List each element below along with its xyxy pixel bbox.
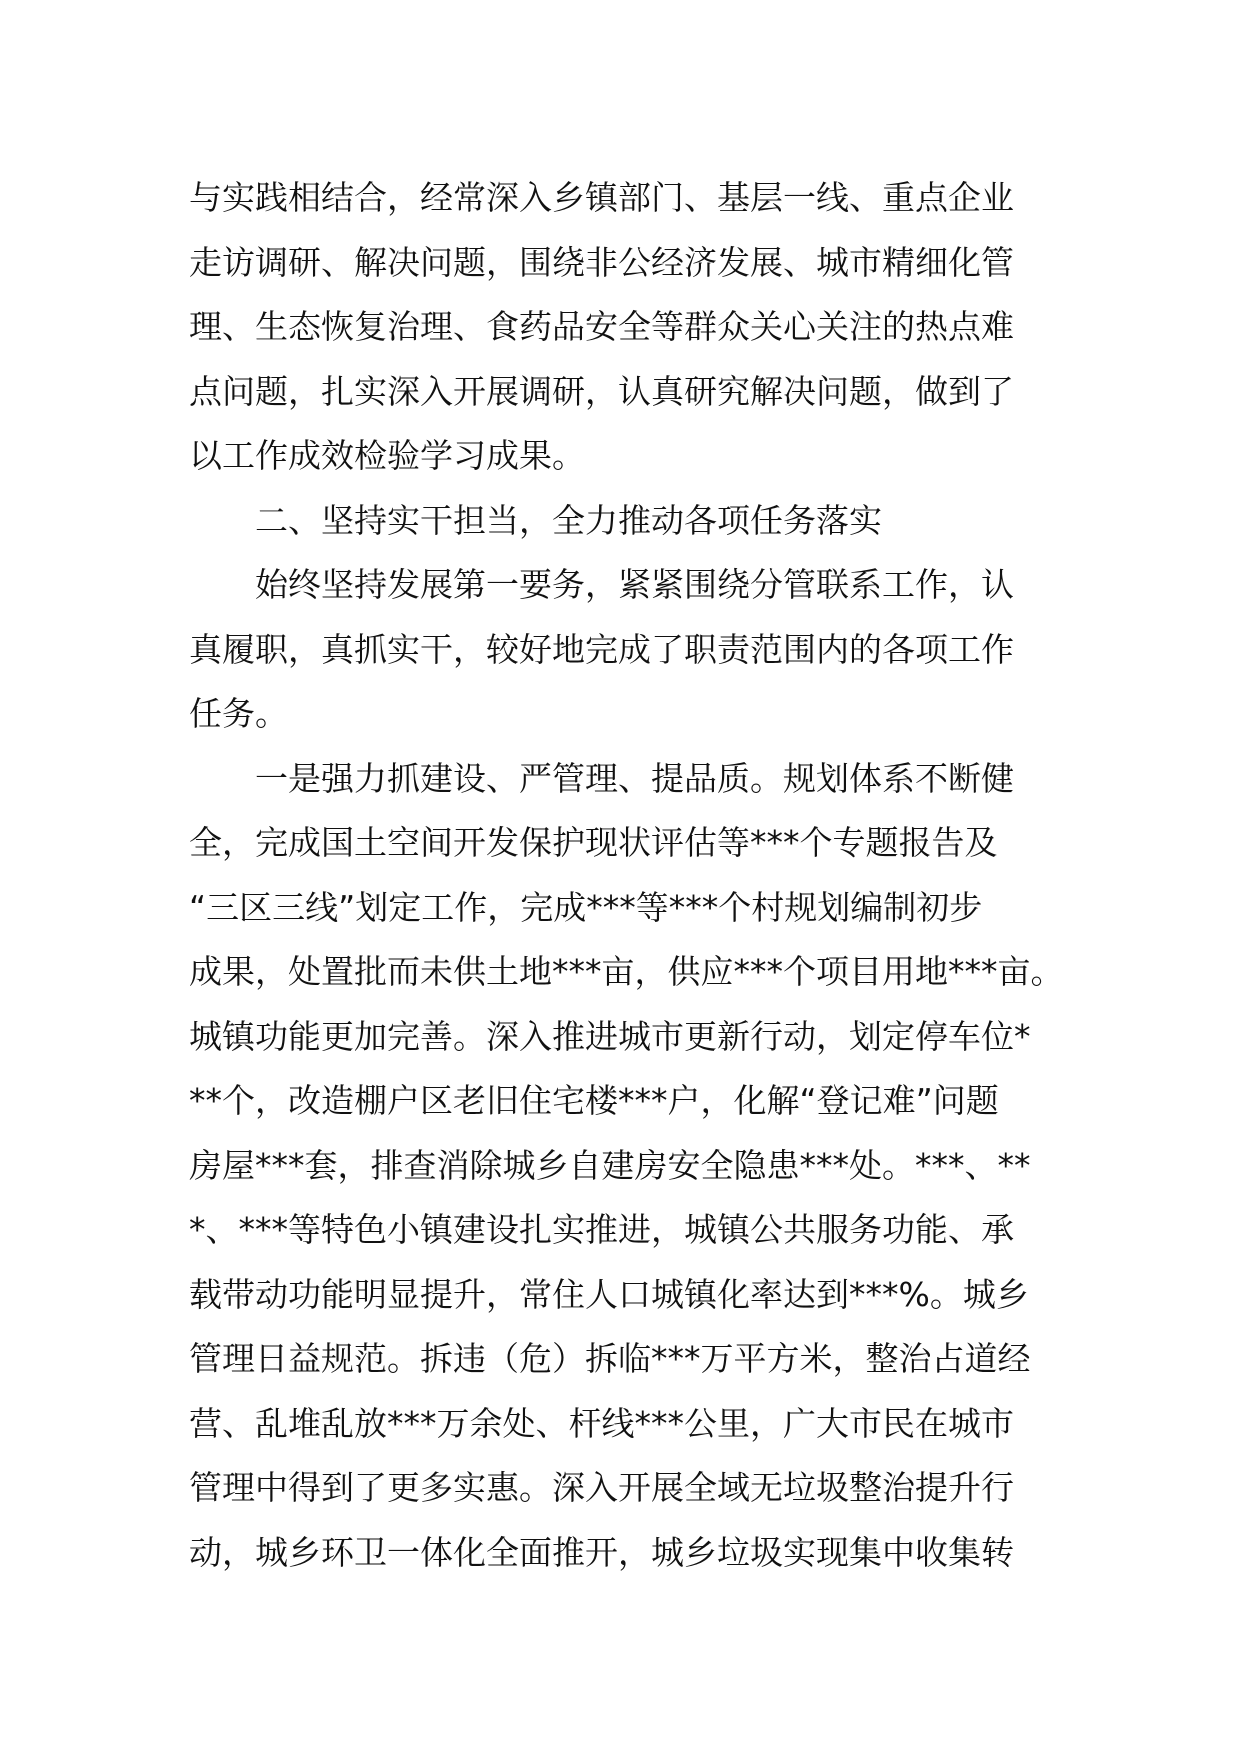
text-line: 载带动功能明显提升，常住人口城镇化率达到***%。城乡 — [189, 1274, 1029, 1314]
text-line: 城镇功能更加完善。深入推进城市更新行动，划定停车位* — [189, 1016, 1031, 1056]
text-line: 走访调研、解决问题，围绕非公经济发展、城市精细化管 — [189, 242, 1014, 282]
paragraph-start-line: 一是强力抓建设、严管理、提品质。规划体系不断健 — [255, 758, 1014, 798]
text-line: “三区三线”划定工作，完成***等***个村规划编制初步 — [189, 887, 983, 927]
text-line: 点问题，扎实深入开展调研，认真研究解决问题，做到了 — [189, 371, 1014, 411]
section-heading: 二、坚持实干担当，全力推动各项任务落实 — [255, 500, 882, 540]
document-body — [189, 166, 1069, 1585]
text-line: 全，完成国土空间开发保护现状评估等***个专题报告及 — [189, 823, 998, 862]
text-line: *、***等特色小镇建设扎实推进，城镇公共服务功能、承 — [189, 1210, 1014, 1249]
text-line: 营、乱堆乱放***万余处、杆线***公里，广大市民在城市 — [189, 1403, 1014, 1443]
text-line: 真履职，真抓实干，较好地完成了职责范围内的各项工作 — [189, 629, 1014, 669]
text-line: 任务。 — [189, 694, 288, 733]
text-line: **个，改造棚户区老旧住宅楼***户，化解“登记难”问题 — [189, 1081, 999, 1120]
text-line: 成果，处置批而未供土地***亩，供应***个项目用地***亩。 — [189, 952, 1064, 991]
text-line: 管理日益规范。拆违（危）拆临***万平方米，整治占道经 — [189, 1339, 1031, 1378]
text-line: 动，城乡环卫一体化全面推开，城乡垃圾实现集中收集转 — [189, 1532, 1014, 1572]
text-line: 房屋***套，排查消除城乡自建房安全隐患***处。***、** — [189, 1145, 1031, 1185]
text-line: 以工作成效检验学习成果。 — [189, 436, 585, 475]
paragraph-start-line: 始终坚持发展第一要务，紧紧围绕分管联系工作，认 — [255, 565, 1014, 604]
text-line: 管理中得到了更多实惠。深入开展全域无垃圾整治提升行 — [189, 1468, 1014, 1507]
text-line: 理、生态恢复治理、食药品安全等群众关心关注的热点难 — [189, 307, 1014, 346]
text-line: 与实践相结合，经常深入乡镇部门、基层一线、重点企业 — [189, 178, 1014, 217]
